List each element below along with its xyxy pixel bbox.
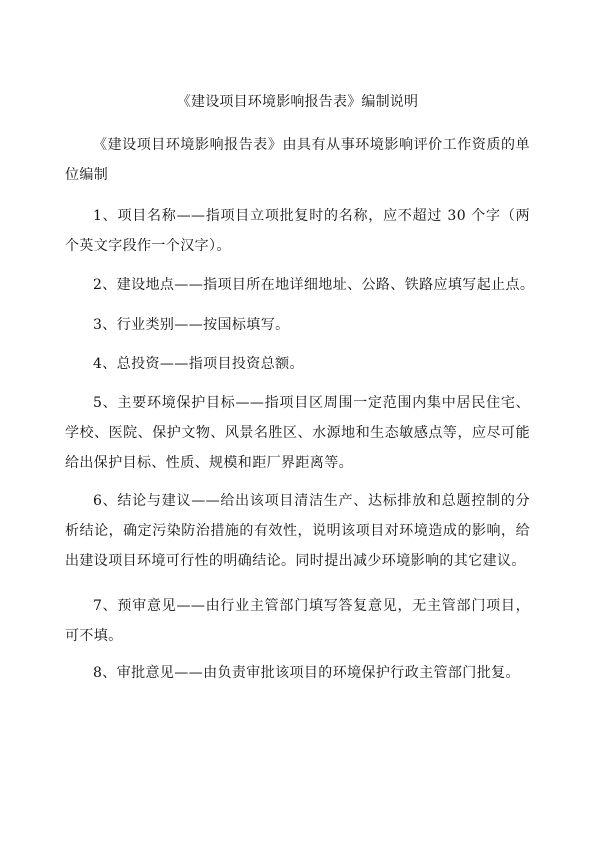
item-1-paragraph: 1、项目名称——指项目立项批复时的名称，应不超过 30 个字（两个英文字段作一个汉字）。	[65, 208, 530, 254]
item-5-paragraph: 5、主要环境保护目标——指项目区周围一定范围内集中居民住宅、学校、医院、保护文物、风景名胜区、水源地和生态敏感点等，应尽可能给出保护目标、性质、规模和距厂界距离等。	[65, 395, 530, 471]
intro-paragraph: 《建设项目环境影响报告表》由具有从事环境影响评价工作资质的单位编制	[65, 137, 530, 183]
item-2-paragraph: 2、建设地点——指项目所在地详细地址、公路、铁路应填写起止点。	[93, 277, 535, 293]
item-8-paragraph: 8、审批意见——由负责审批该项目的环境保护行政主管部门批复。	[93, 665, 520, 681]
item-6-paragraph: 6、结论与建议——给出该项目清洁生产、达标排放和总题控制的分析结论，确定污染防治措施的有效性，说明该项目对环境造成的影响，给出建设项目环境可行性的明确结论。同时提出减少环境影响的其它建议。	[65, 493, 530, 569]
document-title: 《建设项目环境影响报告表》编制说明	[176, 94, 419, 110]
item-7-paragraph: 7、预审意见——由行业主管部门填写答复意见，无主管部门项目，可不填。	[65, 598, 530, 644]
item-4-paragraph: 4、总投资——指项目投资总额。	[93, 356, 304, 372]
item-3-paragraph: 3、行业类别——按国标填写。	[93, 317, 290, 333]
